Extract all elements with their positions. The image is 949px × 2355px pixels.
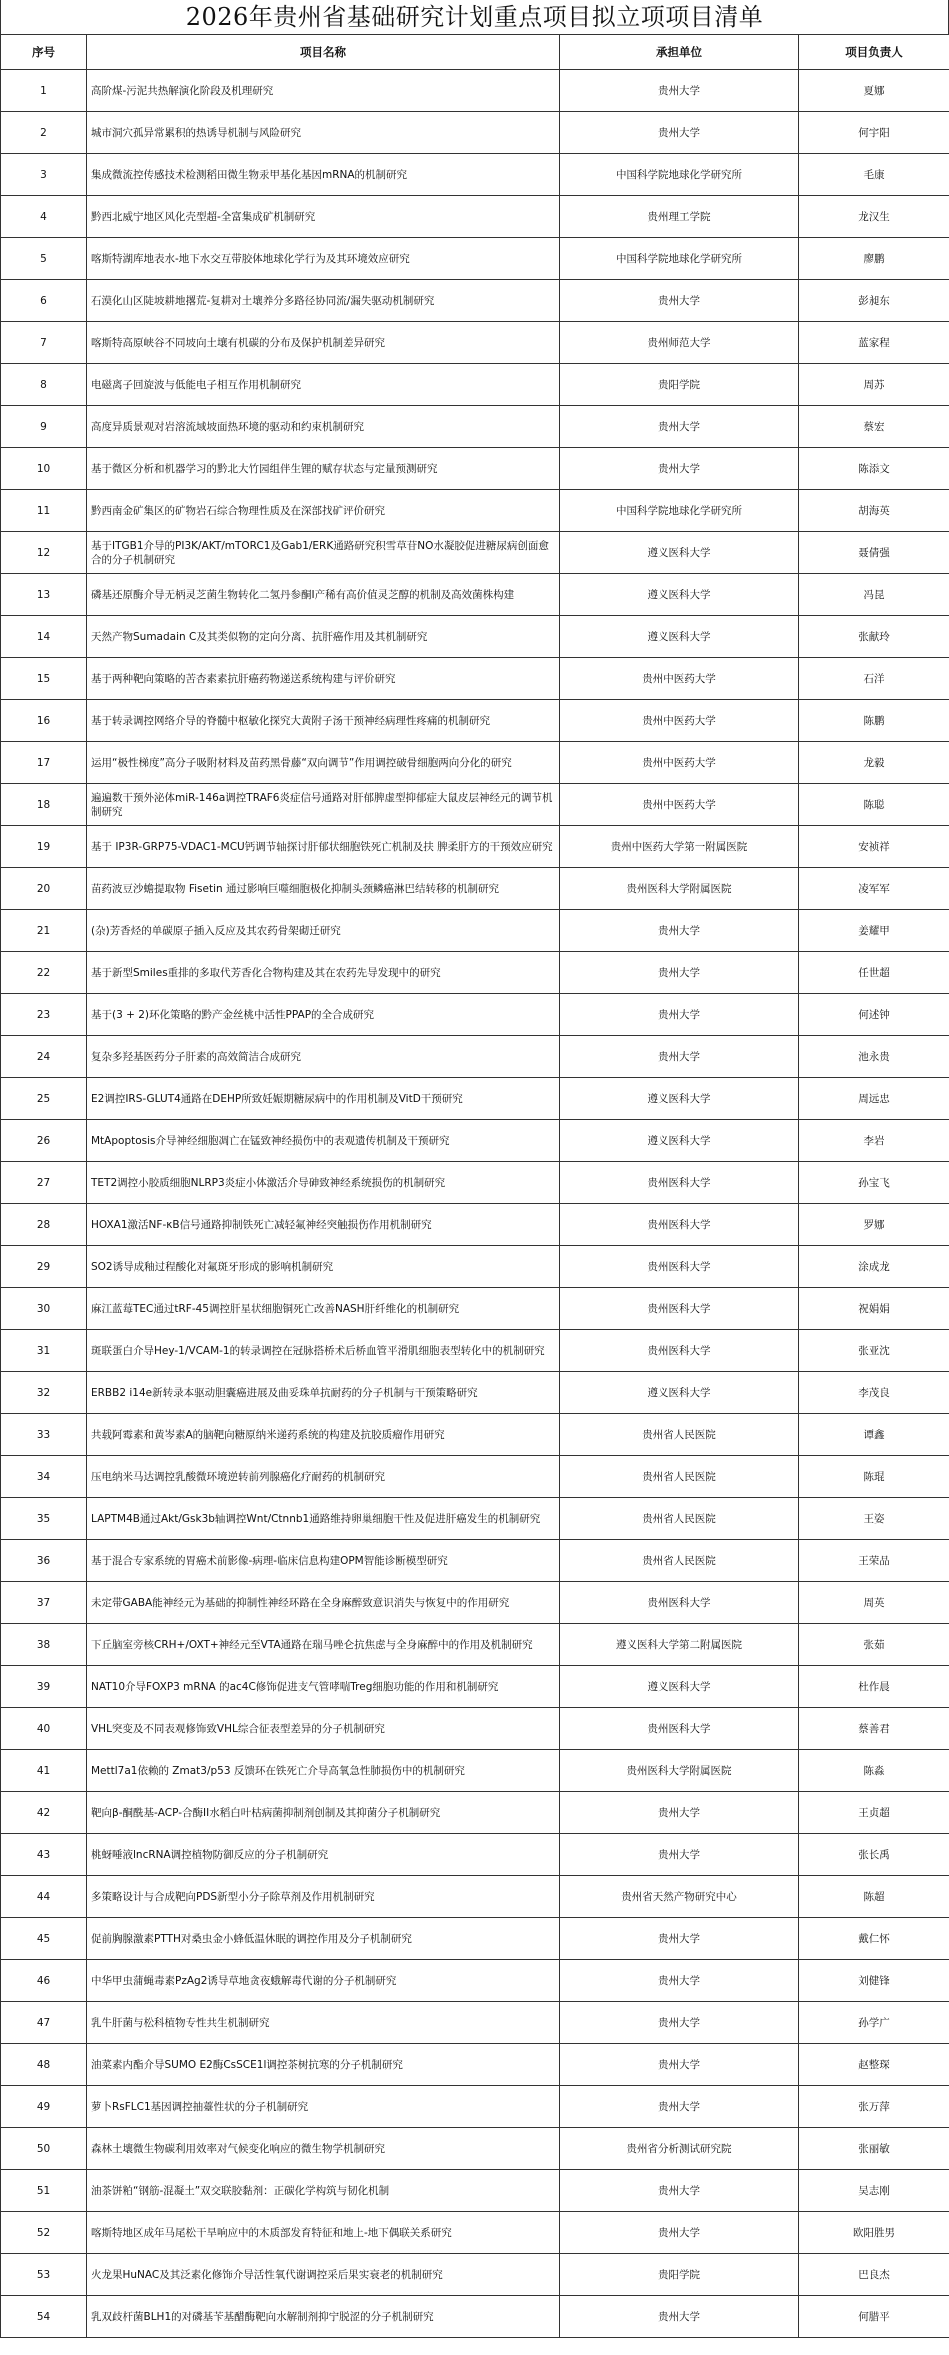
cell-project-name: 喀斯特地区成年马尾松干旱响应中的木质部发育特征和地上-地下偶联关系研究 [87,2212,560,2254]
table-row [1,1876,949,1918]
table-row [1,616,949,658]
cell-leader: 陈添文 [799,448,949,490]
cell-leader: 蓝家程 [799,322,949,364]
table-row [1,1414,949,1456]
table-row [1,1372,949,1414]
cell-leader: 欧阳胜男 [799,2212,949,2254]
cell-leader: 胡海英 [799,490,949,532]
cell-project-name: 集成微流控传感技术检测稻田微生物汞甲基化基因mRNA的机制研究 [87,154,560,196]
table-row [1,448,949,490]
cell-no: 31 [1,1330,87,1372]
cell-unit: 贵州省分析测试研究院 [560,2128,799,2170]
cell-project-name: 高阶煤-污泥共热解演化阶段及机理研究 [87,70,560,112]
table-row [1,2086,949,2128]
table-row [1,868,949,910]
cell-leader: 涂成龙 [799,1246,949,1288]
cell-project-name: TET2调控小胶质细胞NLRP3炎症小体激活介导砷致神经系统损伤的机制研究 [87,1162,560,1204]
cell-no: 38 [1,1624,87,1666]
table-row [1,280,949,322]
cell-leader: 陈聪 [799,784,949,826]
cell-project-name: 苗药波豆沙蟾提取物 Fisetin 通过影响巨噬细胞极化抑制头颈鳞癌淋巴结转移的机制研究 [87,868,560,910]
cell-unit: 贵州大学 [560,1834,799,1876]
table-row [1,532,949,574]
cell-project-name: 复杂多羟基医药分子肝素的高效简洁合成研究 [87,1036,560,1078]
cell-unit: 贵州医科大学 [560,1288,799,1330]
cell-leader: 祝娟娟 [799,1288,949,1330]
cell-project-name: 压电纳米马达调控乳酸微环境逆转前列腺癌化疗耐药的机制研究 [87,1456,560,1498]
table-row [1,1162,949,1204]
cell-no: 50 [1,2128,87,2170]
cell-unit: 贵州中医药大学 [560,700,799,742]
cell-leader: 蔡宏 [799,406,949,448]
cell-project-name: 石漠化山区陡坡耕地撂荒-复耕对土壤养分多路径协同流/漏失驱动机制研究 [87,280,560,322]
cell-no: 45 [1,1918,87,1960]
cell-unit: 贵阳学院 [560,2254,799,2296]
cell-unit: 贵州大学 [560,2086,799,2128]
cell-no: 29 [1,1246,87,1288]
table-row [1,70,949,112]
cell-project-name: 共载阿霉素和黄岑素A的脑靶向糖原纳米递药系统的构建及抗胶质瘤作用研究 [87,1414,560,1456]
table-row [1,2170,949,2212]
cell-no: 32 [1,1372,87,1414]
cell-project-name: 基于混合专家系统的胃癌术前影像-病理-临床信息构建OPM智能诊断模型研究 [87,1540,560,1582]
table-header [1,35,949,70]
cell-unit: 贵州大学 [560,952,799,994]
cell-project-name: 基于 IP3R-GRP75-VDAC1-MCU钙调节轴探讨肝郁状细胞铁死亡机制及扶 脾柔肝方的干预效应研究 [87,826,560,868]
cell-leader: 周远忠 [799,1078,949,1120]
cell-unit: 贵州医科大学 [560,1204,799,1246]
cell-leader: 蔡善君 [799,1708,949,1750]
cell-no: 21 [1,910,87,952]
page-title: 2026年贵州省基础研究计划重点项目拟立项项目清单 [0,0,949,34]
cell-no: 51 [1,2170,87,2212]
cell-project-name: 遍遍数干预外泌体miR-146a调控TRAF6炎症信号通路对肝郁脾虚型抑郁症大鼠皮层神经元的调节机制研究 [87,784,560,826]
table-row [1,1960,949,2002]
table-row [1,1036,949,1078]
cell-no: 19 [1,826,87,868]
cell-no: 2 [1,112,87,154]
table-row [1,784,949,826]
cell-leader: 凌军军 [799,868,949,910]
cell-no: 13 [1,574,87,616]
cell-no: 46 [1,1960,87,2002]
cell-project-name: 基于转录调控网络介导的脊髓中枢敏化探究大黄附子汤干预神经病理性疼痛的机制研究 [87,700,560,742]
cell-no: 23 [1,994,87,1036]
cell-no: 40 [1,1708,87,1750]
cell-leader: 王荣品 [799,1540,949,1582]
cell-project-name: 喀斯特湖库地表水-地下水交互带胶体地球化学行为及其环境效应研究 [87,238,560,280]
header-leader: 项目负责人 [799,35,949,70]
table-row [1,196,949,238]
cell-leader: 何宇阳 [799,112,949,154]
header-no: 序号 [1,35,87,70]
cell-project-name: LAPTM4B通过Akt/Gsk3b轴调控Wnt/Ctnnb1通路维持卵巢细胞干性及促进肝癌发生的机制研究 [87,1498,560,1540]
cell-no: 15 [1,658,87,700]
cell-unit: 贵州省人民医院 [560,1456,799,1498]
cell-project-name: 未定带GABA能神经元为基础的抑制性神经环路在全身麻醉致意识消失与恢复中的作用研究 [87,1582,560,1624]
table-row [1,2002,949,2044]
table-row [1,2128,949,2170]
cell-unit: 贵州省人民医院 [560,1498,799,1540]
table-row [1,322,949,364]
cell-leader: 李茂良 [799,1372,949,1414]
table-row [1,1582,949,1624]
cell-unit: 贵州中医药大学 [560,658,799,700]
cell-unit: 贵州医科大学 [560,1582,799,1624]
cell-unit: 贵州医科大学 [560,1330,799,1372]
cell-unit: 遵义医科大学 [560,1078,799,1120]
cell-unit: 贵州医科大学 [560,1246,799,1288]
cell-leader: 张亚沈 [799,1330,949,1372]
cell-project-name: SO2诱导成釉过程酸化对氟斑牙形成的影响机制研究 [87,1246,560,1288]
table-row [1,112,949,154]
cell-project-name: 基于新型Smiles重排的多取代芳香化合物构建及其在农药先导发现中的研究 [87,952,560,994]
table-row [1,1204,949,1246]
cell-project-name: 中华甲虫蒲蝇毒素PzAg2诱导草地贪夜蛾解毒代谢的分子机制研究 [87,1960,560,2002]
cell-unit: 贵州大学 [560,2002,799,2044]
cell-unit: 贵州医科大学 [560,1162,799,1204]
cell-project-name: 桃蚜唾液lncRNA调控植物防御反应的分子机制研究 [87,1834,560,1876]
cell-unit: 遵义医科大学 [560,1120,799,1162]
table-row [1,1792,949,1834]
cell-no: 35 [1,1498,87,1540]
header-project-name: 项目名称 [87,35,560,70]
cell-unit: 贵州大学 [560,406,799,448]
cell-unit: 贵州大学 [560,112,799,154]
cell-unit: 贵阳学院 [560,364,799,406]
table-row [1,1708,949,1750]
table-row [1,1456,949,1498]
table-row [1,1666,949,1708]
cell-leader: 池永贵 [799,1036,949,1078]
cell-unit: 贵州省天然产物研究中心 [560,1876,799,1918]
cell-leader: 张茹 [799,1624,949,1666]
cell-no: 10 [1,448,87,490]
cell-project-name: 磷基还原酶介导无柄灵芝菌生物转化二氢丹参酮Ⅰ产稀有高价值灵芝醇的机制及高效菌株构建 [87,574,560,616]
cell-unit: 贵州中医药大学 [560,742,799,784]
cell-project-name: 多策略设计与合成靶向PDS新型小分子除草剂及作用机制研究 [87,1876,560,1918]
table-row [1,1078,949,1120]
cell-project-name: 麻江蓝莓TEC通过tRF-45调控肝星状细胞铜死亡改善NASH肝纤维化的机制研究 [87,1288,560,1330]
cell-project-name: 基于ITGB1介导的PI3K/AKT/mTORC1及Gab1/ERK通路研究积雪草苷NO水凝胶促进糖尿病创面愈合的分子机制研究 [87,532,560,574]
cell-leader: 聂倩强 [799,532,949,574]
cell-unit: 贵州大学 [560,2170,799,2212]
cell-no: 3 [1,154,87,196]
cell-project-name: VHL突变及不同表观修饰致VHL综合征表型差异的分子机制研究 [87,1708,560,1750]
project-table [0,34,949,2338]
cell-leader: 赵整琛 [799,2044,949,2086]
cell-unit: 贵州大学 [560,994,799,1036]
cell-no: 5 [1,238,87,280]
cell-project-name: 电磁离子回旋波与低能电子相互作用机制研究 [87,364,560,406]
table-row [1,2254,949,2296]
cell-unit: 贵州师范大学 [560,322,799,364]
cell-unit: 贵州大学 [560,1036,799,1078]
cell-leader: 刘健锋 [799,1960,949,2002]
cell-unit: 贵州医科大学附属医院 [560,1750,799,1792]
cell-leader: 张丽敏 [799,2128,949,2170]
cell-project-name: 高度异质景观对岩溶流域坡面热环境的驱动和约束机制研究 [87,406,560,448]
cell-no: 52 [1,2212,87,2254]
table-body [1,70,949,2338]
table-row [1,2212,949,2254]
table-row [1,1288,949,1330]
cell-leader: 陈超 [799,1876,949,1918]
cell-unit: 贵州省人民医院 [560,1414,799,1456]
cell-no: 11 [1,490,87,532]
cell-leader: 陈鹏 [799,700,949,742]
cell-no: 26 [1,1120,87,1162]
header-row [1,35,949,70]
cell-leader: 戴仁怀 [799,1918,949,1960]
cell-leader: 孙宝飞 [799,1162,949,1204]
cell-unit: 贵州中医药大学第一附属医院 [560,826,799,868]
cell-unit: 贵州大学 [560,70,799,112]
cell-project-name: NAT10介导FOXP3 mRNA 的ac4C修饰促进支气管哮喘Treg细胞功能的作用和机制研究 [87,1666,560,1708]
cell-project-name: 火龙果HuNAC及其泛素化修饰介导活性氧代谢调控采后果实衰老的机制研究 [87,2254,560,2296]
cell-project-name: 乳牛肝菌与松科植物专性共生机制研究 [87,2002,560,2044]
cell-project-name: E2调控IRS-GLUT4通路在DEHP所致妊娠期糖尿病中的作用机制及VitD干预研究 [87,1078,560,1120]
cell-leader: 任世超 [799,952,949,994]
cell-unit: 遵义医科大学 [560,1372,799,1414]
cell-project-name: (杂)芳香烃的单碳原子插入反应及其农药骨架砌迁研究 [87,910,560,952]
table-row [1,238,949,280]
cell-no: 27 [1,1162,87,1204]
cell-leader: 张万萍 [799,2086,949,2128]
cell-unit: 贵州医科大学附属医院 [560,868,799,910]
table-row [1,490,949,532]
cell-leader: 陈琨 [799,1456,949,1498]
cell-no: 44 [1,1876,87,1918]
table-row [1,1624,949,1666]
cell-unit: 中国科学院地球化学研究所 [560,238,799,280]
cell-no: 30 [1,1288,87,1330]
cell-no: 37 [1,1582,87,1624]
table-row [1,2296,949,2338]
cell-no: 24 [1,1036,87,1078]
cell-unit: 贵州省人民医院 [560,1540,799,1582]
cell-unit: 贵州大学 [560,280,799,322]
cell-project-name: 萝卜RsFLC1基因调控抽薹性状的分子机制研究 [87,2086,560,2128]
cell-unit: 遵义医科大学 [560,1666,799,1708]
cell-no: 42 [1,1792,87,1834]
cell-no: 4 [1,196,87,238]
table-row [1,658,949,700]
cell-no: 8 [1,364,87,406]
cell-project-name: 基于(3 + 2)环化策略的黔产金丝桃中活性PPAP的全合成研究 [87,994,560,1036]
table-row [1,1540,949,1582]
cell-unit: 贵州大学 [560,2296,799,2338]
cell-unit: 遵义医科大学 [560,532,799,574]
table-row [1,826,949,868]
cell-leader: 李岩 [799,1120,949,1162]
cell-unit: 贵州中医药大学 [560,784,799,826]
table-row [1,742,949,784]
table-row [1,1918,949,1960]
cell-no: 49 [1,2086,87,2128]
header-unit: 承担单位 [560,35,799,70]
cell-unit: 贵州大学 [560,1918,799,1960]
cell-leader: 谭鑫 [799,1414,949,1456]
cell-unit: 贵州大学 [560,1960,799,2002]
cell-leader: 王姿 [799,1498,949,1540]
cell-no: 18 [1,784,87,826]
cell-leader: 石洋 [799,658,949,700]
table-row [1,154,949,196]
cell-no: 20 [1,868,87,910]
cell-no: 25 [1,1078,87,1120]
table-row [1,1498,949,1540]
cell-project-name: MtApoptosis介导神经细胞凋亡在锰致神经损伤中的表观遗传机制及干预研究 [87,1120,560,1162]
cell-no: 43 [1,1834,87,1876]
cell-no: 17 [1,742,87,784]
cell-leader: 彭昶东 [799,280,949,322]
cell-no: 22 [1,952,87,994]
cell-no: 9 [1,406,87,448]
cell-leader: 冯昆 [799,574,949,616]
cell-leader: 夏娜 [799,70,949,112]
cell-project-name: Mettl7a1依赖的 Zmat3/p53 反馈环在铁死亡介导高氧急性肺损伤中的机制研究 [87,1750,560,1792]
cell-project-name: ERBB2 i14e新转录本驱动胆囊癌进展及曲妥珠单抗耐药的分子机制与干预策略研究 [87,1372,560,1414]
cell-project-name: HOXA1激活NF-κB信号通路抑制铁死亡减轻氟神经突触损伤作用机制研究 [87,1204,560,1246]
cell-unit: 遵义医科大学 [560,574,799,616]
cell-project-name: 森林土壤微生物碳利用效率对气候变化响应的微生物学机制研究 [87,2128,560,2170]
table-row [1,2044,949,2086]
table-row [1,952,949,994]
cell-project-name: 促前胸腺激素PTTH对桑虫金小蜂低温休眠的调控作用及分子机制研究 [87,1918,560,1960]
cell-no: 6 [1,280,87,322]
cell-project-name: 乳双歧杆菌BLH1的对磷基苄基醋酶靶向水解制剂抑宁脱涩的分子机制研究 [87,2296,560,2338]
cell-unit: 中国科学院地球化学研究所 [560,154,799,196]
cell-leader: 龙汉生 [799,196,949,238]
cell-leader: 何述钟 [799,994,949,1036]
cell-no: 1 [1,70,87,112]
cell-unit: 贵州理工学院 [560,196,799,238]
cell-no: 16 [1,700,87,742]
cell-unit: 贵州医科大学 [560,1708,799,1750]
cell-leader: 王贞超 [799,1792,949,1834]
cell-leader: 巴良杰 [799,2254,949,2296]
table-row [1,910,949,952]
cell-project-name: 靶向β-酮酰基-ACP-合酶II水稻白叶枯病菌抑制剂创制及其抑菌分子机制研究 [87,1792,560,1834]
cell-project-name: 油菜素内酯介导SUMO E2酶CsSCE1l调控茶树抗寒的分子机制研究 [87,2044,560,2086]
cell-leader: 何腊平 [799,2296,949,2338]
cell-project-name: 下丘脑室旁核CRH+/OXT+神经元至VTA通路在瑞马唑仑抗焦虑与全身麻醉中的作用及机制研究 [87,1624,560,1666]
cell-unit: 中国科学院地球化学研究所 [560,490,799,532]
table-row [1,1330,949,1372]
cell-leader: 杜作晨 [799,1666,949,1708]
table-row [1,1834,949,1876]
cell-project-name: 喀斯特高原峡谷不同坡向土壤有机碳的分布及保护机制差异研究 [87,322,560,364]
table-row [1,1246,949,1288]
cell-no: 34 [1,1456,87,1498]
cell-unit: 贵州大学 [560,2044,799,2086]
cell-project-name: 油茶饼粕“钢筋-混凝土”双交联胶黏剂：正碳化学构筑与韧化机制 [87,2170,560,2212]
cell-no: 12 [1,532,87,574]
cell-no: 54 [1,2296,87,2338]
cell-unit: 遵义医科大学 [560,616,799,658]
cell-no: 41 [1,1750,87,1792]
cell-no: 14 [1,616,87,658]
cell-project-name: 城市洞穴孤异常累积的热诱导机制与风险研究 [87,112,560,154]
cell-leader: 龙毅 [799,742,949,784]
cell-unit: 贵州大学 [560,910,799,952]
cell-leader: 安祯祥 [799,826,949,868]
cell-unit: 贵州大学 [560,2212,799,2254]
cell-no: 7 [1,322,87,364]
cell-leader: 廖鹏 [799,238,949,280]
cell-leader: 吴志刚 [799,2170,949,2212]
cell-leader: 毛康 [799,154,949,196]
table-row [1,1120,949,1162]
cell-leader: 罗娜 [799,1204,949,1246]
cell-project-name: 黔西北威宁地区风化壳型超-全富集成矿机制研究 [87,196,560,238]
cell-no: 48 [1,2044,87,2086]
table-row [1,1750,949,1792]
cell-leader: 张长禹 [799,1834,949,1876]
table-row [1,364,949,406]
cell-leader: 陈淼 [799,1750,949,1792]
cell-project-name: 运用“极性梯度”高分子吸附材料及苗药黑骨藤“双向调节”作用调控破骨细胞两向分化的研究 [87,742,560,784]
cell-project-name: 天然产物Sumadain C及其类似物的定向分离、抗肝癌作用及其机制研究 [87,616,560,658]
cell-no: 36 [1,1540,87,1582]
cell-unit: 贵州大学 [560,448,799,490]
cell-no: 28 [1,1204,87,1246]
cell-leader: 周英 [799,1582,949,1624]
cell-unit: 遵义医科大学第二附属医院 [560,1624,799,1666]
cell-leader: 姜耀甲 [799,910,949,952]
cell-no: 53 [1,2254,87,2296]
cell-leader: 张献玲 [799,616,949,658]
cell-leader: 孙学广 [799,2002,949,2044]
table-row [1,700,949,742]
cell-project-name: 黔西南金矿集区的矿物岩石综合物理性质及在深部找矿评价研究 [87,490,560,532]
cell-project-name: 斑联蛋白介导Hey-1/VCAM-1的转录调控在冠脉搭桥术后桥血管平滑肌细胞表型转化中的机制研究 [87,1330,560,1372]
cell-unit: 贵州大学 [560,1792,799,1834]
cell-project-name: 基于微区分析和机器学习的黔北大竹园组伴生锂的赋存状态与定量预测研究 [87,448,560,490]
table-row [1,574,949,616]
table-row [1,406,949,448]
cell-leader: 周苏 [799,364,949,406]
table-row [1,994,949,1036]
cell-no: 33 [1,1414,87,1456]
cell-no: 47 [1,2002,87,2044]
cell-project-name: 基于两种靶向策略的苦杏素素抗肝癌药物递送系统构建与评价研究 [87,658,560,700]
cell-no: 39 [1,1666,87,1708]
